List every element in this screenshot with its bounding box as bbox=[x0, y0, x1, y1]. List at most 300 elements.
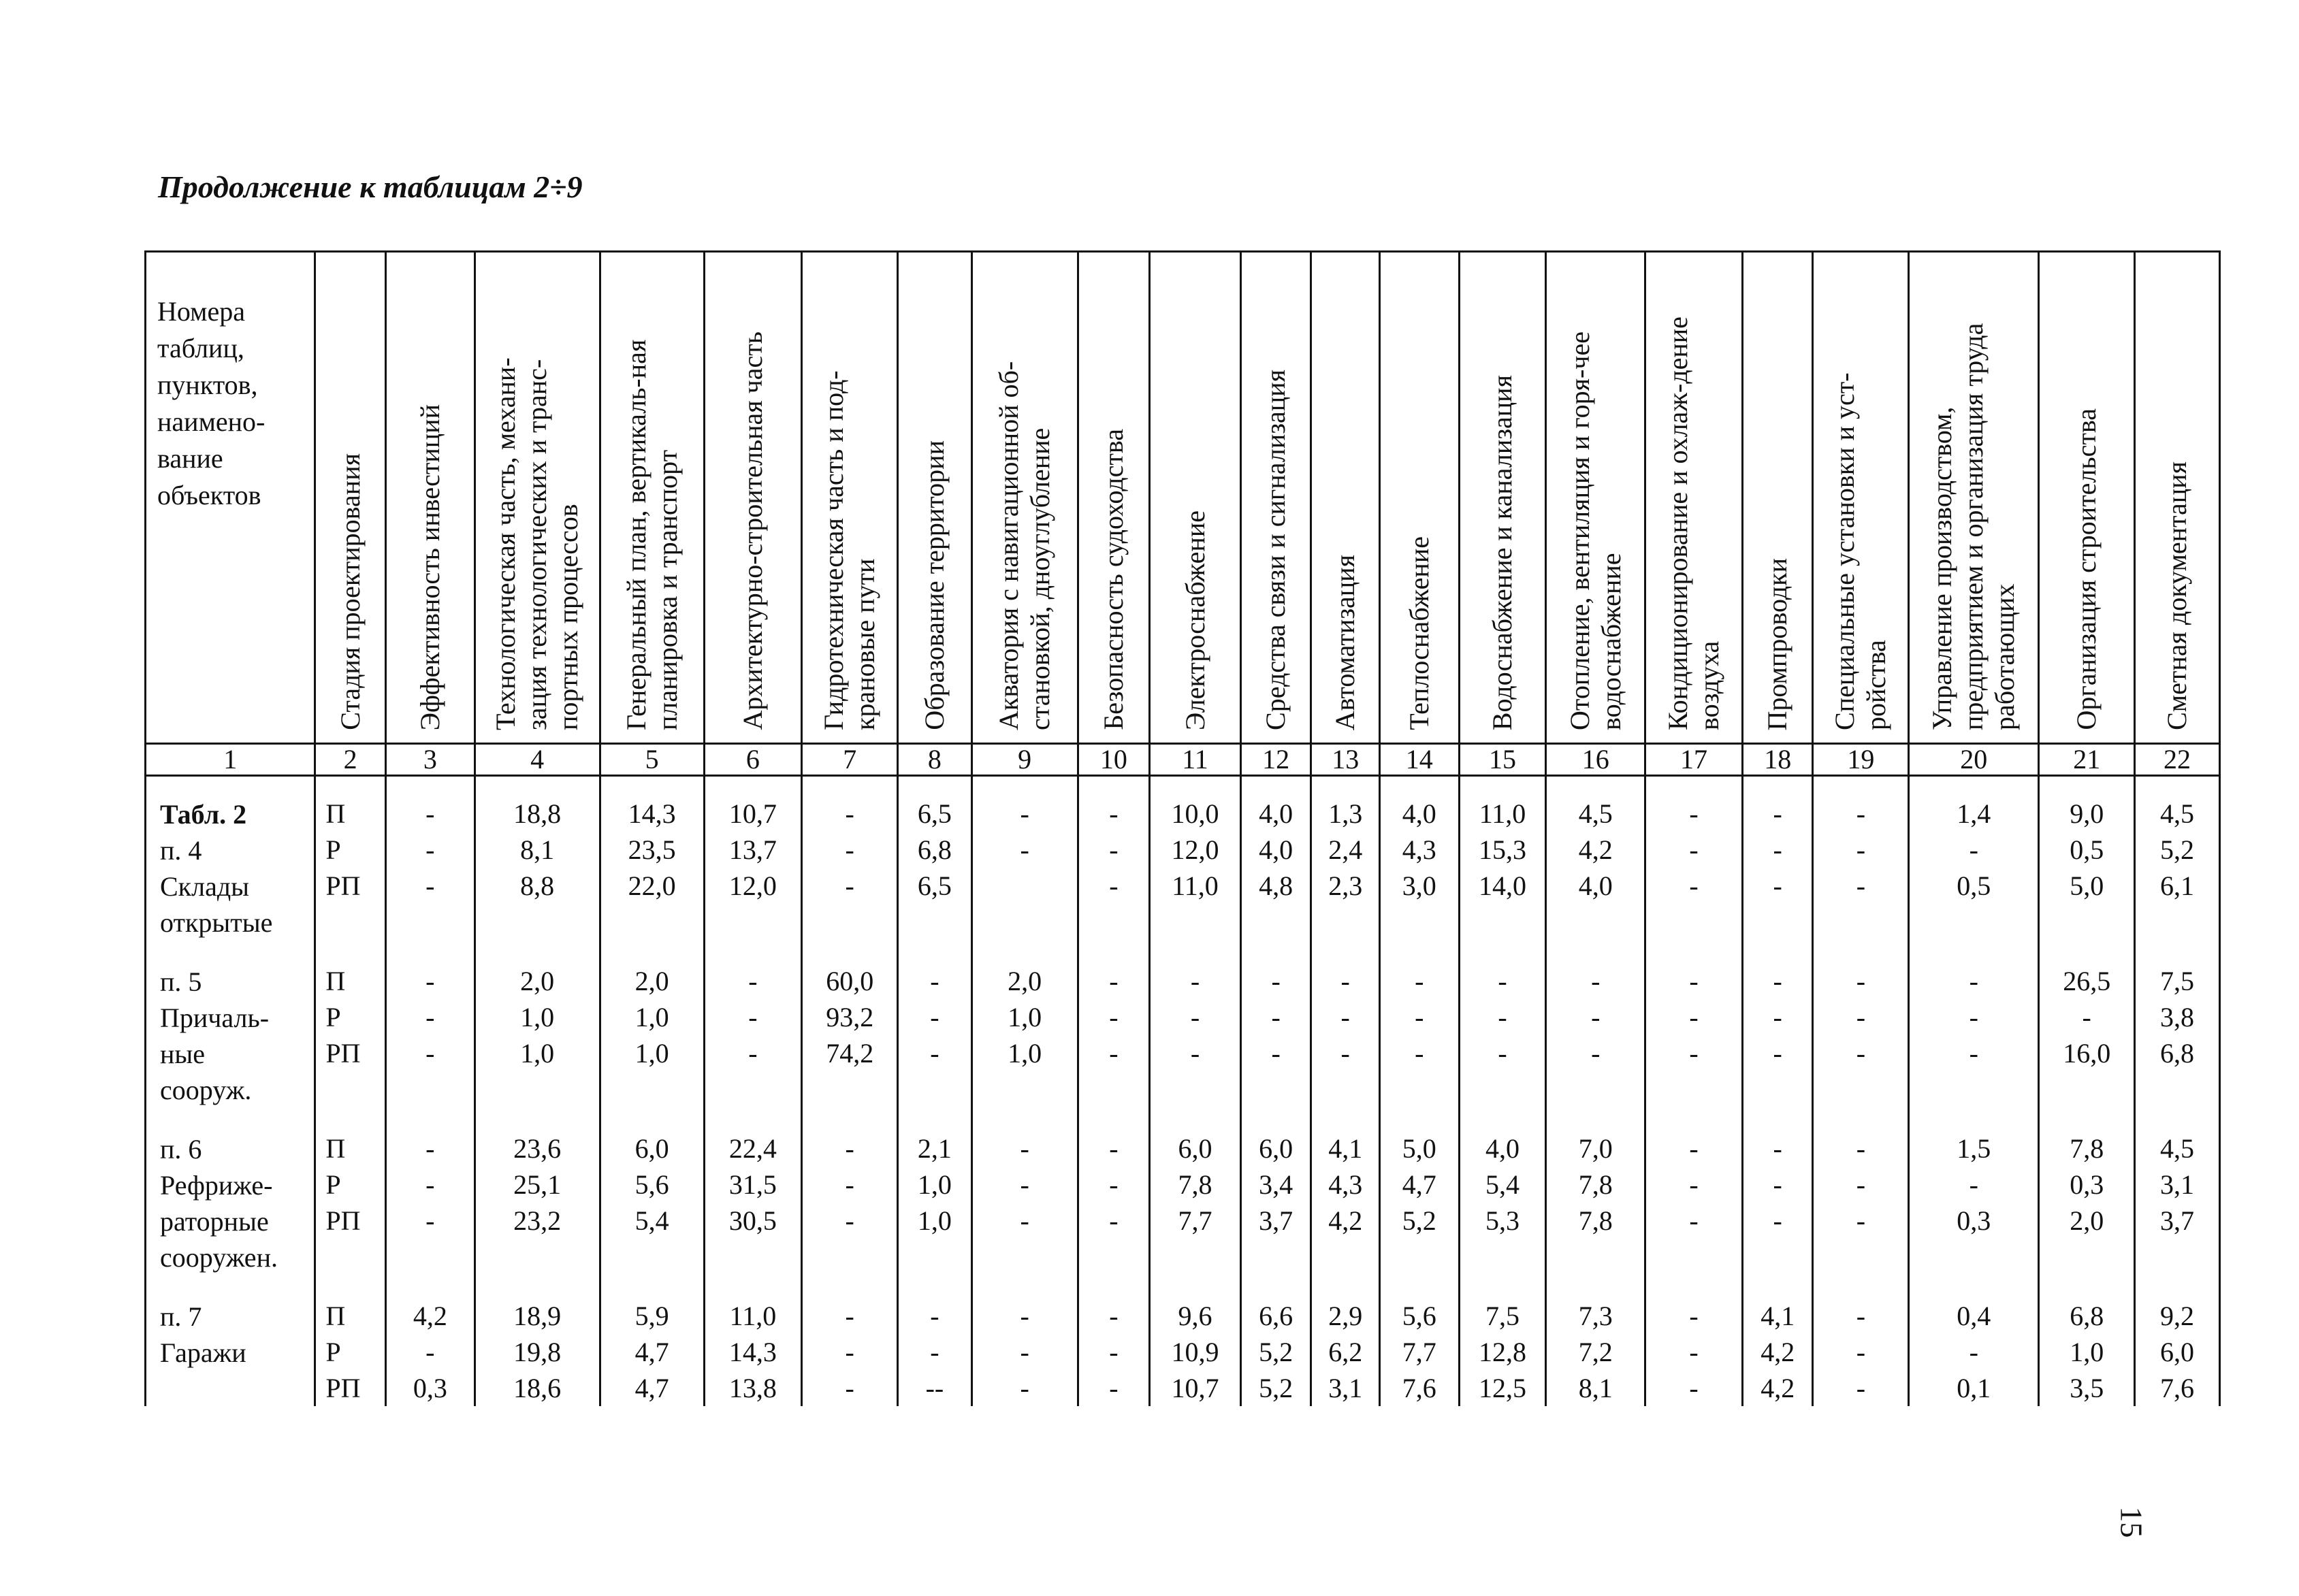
column-number: 12 bbox=[1240, 744, 1311, 776]
value-cell bbox=[600, 1121, 704, 1288]
column-number: 13 bbox=[1311, 744, 1380, 776]
cell-value: 7,8 bbox=[1578, 1205, 1613, 1236]
cell-value: - bbox=[930, 1002, 939, 1032]
cell-value: 1,0 bbox=[917, 1169, 952, 1200]
cell-value: - bbox=[1109, 1205, 1119, 1236]
cell-value: - bbox=[1689, 1133, 1699, 1164]
column-number: 14 bbox=[1379, 744, 1459, 776]
value-cell bbox=[802, 776, 898, 954]
cell-value: - bbox=[1856, 798, 1866, 829]
cell-value: 0,3 bbox=[1957, 1205, 1991, 1236]
column-header-5 bbox=[600, 252, 704, 744]
object-name-line: Причаль- bbox=[160, 1003, 270, 1033]
column-number: 20 bbox=[1909, 744, 2039, 776]
cell-value: - bbox=[748, 1002, 758, 1032]
value-cell bbox=[1909, 1288, 2039, 1406]
column-header-label: Архитектурно-строительная часть bbox=[737, 331, 768, 730]
value-cell bbox=[1742, 954, 1813, 1121]
cell-value: 9,2 bbox=[2160, 1301, 2195, 1331]
cell-value: 9,0 bbox=[2070, 798, 2104, 829]
value-cell bbox=[1311, 1288, 1380, 1406]
column-header-label: Технологическая часть, механи-зация технологических и транс-портных процессов bbox=[490, 357, 584, 730]
value-cell bbox=[1813, 776, 1909, 954]
cell-value: 4,8 bbox=[1259, 870, 1293, 901]
cell-value: 4,2 bbox=[1328, 1205, 1363, 1236]
column-header-14 bbox=[1379, 252, 1459, 744]
object-name-line: Склады bbox=[160, 871, 250, 902]
cell-value: - bbox=[845, 834, 854, 865]
value-cell bbox=[1742, 776, 1813, 954]
column-number: 3 bbox=[385, 744, 475, 776]
column-header-label: Сметная документация bbox=[2161, 461, 2193, 730]
object-name-line: Гаражи bbox=[160, 1337, 246, 1368]
cell-value: 4,7 bbox=[634, 1337, 669, 1367]
value-cell bbox=[475, 776, 600, 954]
value-cell bbox=[2135, 1288, 2220, 1406]
value-cell bbox=[2135, 1121, 2220, 1288]
stage-value: Р bbox=[325, 1169, 341, 1200]
cell-value: 6,0 bbox=[2160, 1337, 2195, 1367]
column-header-7 bbox=[802, 252, 898, 744]
value-cell bbox=[1240, 1121, 1311, 1288]
column-header-19 bbox=[1813, 252, 1909, 744]
object-name-cell bbox=[146, 1288, 315, 1406]
cell-value: 3,8 bbox=[2160, 1002, 2195, 1032]
cell-value: - bbox=[1689, 798, 1699, 829]
cell-value: - bbox=[1415, 1038, 1424, 1069]
cell-value: - bbox=[1773, 1169, 1782, 1200]
cell-value: - bbox=[1969, 1038, 1978, 1069]
cell-value: - bbox=[1856, 1002, 1866, 1032]
column-number: 11 bbox=[1150, 744, 1241, 776]
value-cell bbox=[2039, 776, 2135, 954]
cell-value: - bbox=[1969, 966, 1978, 996]
stage-value: Р bbox=[325, 1337, 341, 1367]
cell-value: 1,4 bbox=[1957, 798, 1991, 829]
cell-value: 5,2 bbox=[1259, 1373, 1293, 1403]
cell-value: - bbox=[1689, 1038, 1699, 1069]
cell-value: 7,7 bbox=[1178, 1205, 1212, 1236]
object-name-line: п. 5 bbox=[160, 966, 202, 997]
cell-value: - bbox=[845, 1169, 854, 1200]
cell-value: - bbox=[1190, 1002, 1200, 1032]
value-cell bbox=[600, 776, 704, 954]
cell-value: - bbox=[1773, 870, 1782, 901]
column-header-label: Образование территории bbox=[918, 440, 950, 730]
column-number: 2 bbox=[315, 744, 386, 776]
column-header-20 bbox=[1909, 252, 2039, 744]
cell-value: - bbox=[1109, 1301, 1119, 1331]
cell-value: - bbox=[425, 1133, 435, 1164]
column-header-label: Кондиционирование и охлаж-дение воздуха bbox=[1662, 316, 1725, 730]
cell-value: 8,8 bbox=[520, 870, 555, 901]
cell-value: 60,0 bbox=[826, 966, 874, 996]
column-header-label: Организация строительства bbox=[2071, 408, 2102, 730]
cell-value: - bbox=[1109, 966, 1119, 996]
stage-value: Р bbox=[325, 834, 341, 865]
cell-value: 5,4 bbox=[634, 1205, 669, 1236]
column-header-10 bbox=[1078, 252, 1150, 744]
cell-value: - bbox=[1969, 834, 1978, 865]
cell-value: - bbox=[1109, 870, 1119, 901]
cell-value: 6,1 bbox=[2160, 870, 2195, 901]
value-cell bbox=[1078, 1288, 1150, 1406]
cell-value: - bbox=[1498, 1038, 1507, 1069]
cell-value: 6,0 bbox=[1259, 1133, 1293, 1164]
value-cell bbox=[971, 1121, 1078, 1288]
table-row bbox=[146, 954, 2220, 1121]
cell-value: 1,0 bbox=[520, 1002, 555, 1032]
cell-value: 0,3 bbox=[2070, 1169, 2104, 1200]
value-cell bbox=[2135, 954, 2220, 1121]
column-number: 17 bbox=[1645, 744, 1743, 776]
cell-value: 3,1 bbox=[1328, 1373, 1363, 1403]
value-cell bbox=[1909, 954, 2039, 1121]
value-cell bbox=[600, 1288, 704, 1406]
cell-value: 4,5 bbox=[1578, 798, 1613, 829]
value-cell bbox=[898, 1288, 972, 1406]
cell-value: 0,4 bbox=[1957, 1301, 1991, 1331]
value-cell bbox=[1546, 1288, 1645, 1406]
value-cell bbox=[1645, 954, 1743, 1121]
cell-value: - bbox=[1856, 834, 1866, 865]
cell-value: - bbox=[1109, 1337, 1119, 1367]
cell-value: 14,0 bbox=[1478, 870, 1526, 901]
cell-value: 6,8 bbox=[917, 834, 952, 865]
cell-value: - bbox=[1190, 966, 1200, 996]
value-cell bbox=[1240, 954, 1311, 1121]
cell-value: - bbox=[1773, 1133, 1782, 1164]
cell-value: 4,3 bbox=[1328, 1169, 1363, 1200]
value-cell bbox=[2039, 1288, 2135, 1406]
cell-value: 26,5 bbox=[2063, 966, 2111, 996]
cell-value: 9,6 bbox=[1178, 1301, 1212, 1331]
cell-value: - bbox=[1498, 966, 1507, 996]
cell-value: 7,0 bbox=[1578, 1133, 1613, 1164]
cell-value: - bbox=[1109, 1169, 1119, 1200]
cell-value: - bbox=[1856, 870, 1866, 901]
column-header-13 bbox=[1311, 252, 1380, 744]
cell-value: - bbox=[1689, 1301, 1699, 1331]
value-cell bbox=[2135, 776, 2220, 954]
value-cell bbox=[971, 776, 1078, 954]
cell-value: 2,0 bbox=[520, 966, 555, 996]
cell-value: 18,6 bbox=[513, 1373, 562, 1403]
cell-value: 4,0 bbox=[1485, 1133, 1520, 1164]
cell-value: 23,6 bbox=[513, 1133, 562, 1164]
stage-value: РП bbox=[325, 870, 361, 901]
cell-value: 1,0 bbox=[634, 1002, 669, 1032]
cell-value: 2,0 bbox=[1008, 966, 1042, 996]
column-header-1 bbox=[146, 252, 315, 744]
value-cell bbox=[971, 954, 1078, 1121]
cell-value: - bbox=[425, 1205, 435, 1236]
cell-value: 0,5 bbox=[2070, 834, 2104, 865]
cell-value: - bbox=[1856, 1373, 1866, 1403]
cell-value: - bbox=[1773, 834, 1782, 865]
value-cell bbox=[898, 1121, 972, 1288]
cell-value: - bbox=[1109, 1133, 1119, 1164]
value-cell bbox=[1645, 1121, 1743, 1288]
value-cell bbox=[385, 954, 475, 1121]
stage-cell bbox=[315, 954, 386, 1121]
value-cell bbox=[802, 1121, 898, 1288]
cell-value: 4,2 bbox=[1761, 1373, 1795, 1403]
value-cell bbox=[600, 954, 704, 1121]
cell-value: - bbox=[930, 1301, 939, 1331]
cell-value: 3,4 bbox=[1259, 1169, 1293, 1200]
cell-value: 3,7 bbox=[2160, 1205, 2195, 1236]
cell-value: 3,5 bbox=[2070, 1373, 2104, 1403]
value-cell bbox=[385, 776, 475, 954]
cell-value: 2,1 bbox=[917, 1133, 952, 1164]
cell-value: 11,0 bbox=[729, 1301, 777, 1331]
cell-value: 23,2 bbox=[513, 1205, 562, 1236]
value-cell bbox=[1240, 1288, 1311, 1406]
value-cell bbox=[704, 776, 802, 954]
column-number: 9 bbox=[971, 744, 1078, 776]
cell-value: 7,7 bbox=[1402, 1337, 1436, 1367]
cell-value: 25,1 bbox=[513, 1169, 562, 1200]
column-header-label: Автоматизация bbox=[1330, 554, 1361, 730]
cell-value: - bbox=[1020, 1337, 1029, 1367]
cell-value: 4,0 bbox=[1259, 798, 1293, 829]
column-header-22 bbox=[2135, 252, 2220, 744]
cell-value: 4,7 bbox=[634, 1373, 669, 1403]
cell-value: 1,3 bbox=[1328, 798, 1363, 829]
cell-value: 3,7 bbox=[1259, 1205, 1293, 1236]
cell-value: 7,3 bbox=[1578, 1301, 1613, 1331]
object-name-line: сооружен. bbox=[160, 1242, 278, 1273]
value-cell bbox=[1813, 1288, 1909, 1406]
table-row bbox=[146, 776, 2220, 954]
cell-value: 7,8 bbox=[2070, 1133, 2104, 1164]
cell-value: 1,0 bbox=[1008, 1002, 1042, 1032]
cell-value: - bbox=[845, 1133, 854, 1164]
cell-value: 12,0 bbox=[1171, 834, 1219, 865]
cell-value: 4,5 bbox=[2160, 1133, 2195, 1164]
cell-value: - bbox=[1109, 1373, 1119, 1403]
cell-value: 14,3 bbox=[728, 1337, 777, 1367]
stage-cell bbox=[315, 1288, 386, 1406]
cell-value: - bbox=[1340, 1002, 1350, 1032]
object-name-line: Табл. 2 bbox=[160, 799, 247, 830]
column-number: 7 bbox=[802, 744, 898, 776]
cell-value: 2,0 bbox=[2070, 1205, 2104, 1236]
value-cell bbox=[1742, 1121, 1813, 1288]
value-cell bbox=[1379, 954, 1459, 1121]
cell-value: 12,8 bbox=[1478, 1337, 1526, 1367]
cell-value: - bbox=[1689, 1169, 1699, 1200]
column-header-3 bbox=[385, 252, 475, 744]
cell-value: - bbox=[930, 1337, 939, 1367]
cell-value: 6,8 bbox=[2070, 1301, 2104, 1331]
object-name-cell bbox=[146, 1121, 315, 1288]
cell-value: - bbox=[425, 834, 435, 865]
cell-value: - bbox=[1109, 1038, 1119, 1069]
value-cell bbox=[802, 1288, 898, 1406]
cell-value: 7,8 bbox=[1178, 1169, 1212, 1200]
cell-value: - bbox=[1856, 1038, 1866, 1069]
object-name-line: п. 4 bbox=[160, 835, 202, 866]
cell-value: 16,0 bbox=[2063, 1038, 2111, 1069]
cell-value: 19,8 bbox=[513, 1337, 562, 1367]
cell-value: 5,2 bbox=[2160, 834, 2195, 865]
cell-value: 22,0 bbox=[628, 870, 676, 901]
cell-value: 1,0 bbox=[1008, 1038, 1042, 1069]
cell-value: - bbox=[1856, 1169, 1866, 1200]
cell-value: - bbox=[1415, 1002, 1424, 1032]
cell-value: 5,6 bbox=[634, 1169, 669, 1200]
cell-value: 7,5 bbox=[1485, 1301, 1520, 1331]
column-header-label: Промпроводки bbox=[1762, 557, 1793, 730]
stage-value: П bbox=[325, 798, 346, 829]
cell-value: 1,0 bbox=[520, 1038, 555, 1069]
column-number: 22 bbox=[2135, 744, 2220, 776]
value-cell bbox=[971, 1288, 1078, 1406]
column-header-9 bbox=[971, 252, 1078, 744]
page-title: Продолжение к таблицам 2÷9 bbox=[158, 169, 583, 204]
stage-cell bbox=[315, 776, 386, 954]
cell-value: 30,5 bbox=[728, 1205, 777, 1236]
cell-value: - bbox=[1020, 1301, 1029, 1331]
value-cell bbox=[1078, 954, 1150, 1121]
column-number: 16 bbox=[1546, 744, 1645, 776]
cell-value: - bbox=[930, 1038, 939, 1069]
cell-value: 6,0 bbox=[1178, 1133, 1212, 1164]
cell-value: 11,0 bbox=[1172, 870, 1219, 901]
cell-value: 7,5 bbox=[2160, 966, 2195, 996]
object-name-line: п. 7 bbox=[160, 1301, 202, 1332]
cell-value: - bbox=[1020, 1169, 1029, 1200]
cell-value: 4,1 bbox=[1328, 1133, 1363, 1164]
value-cell bbox=[704, 1288, 802, 1406]
value-cell bbox=[1546, 776, 1645, 954]
object-name-line: п. 6 bbox=[160, 1134, 202, 1165]
stage-value: П bbox=[325, 1301, 346, 1331]
cell-value: - bbox=[1689, 1337, 1699, 1367]
column-header-21 bbox=[2039, 252, 2135, 744]
column-header-label: Генеральный план, вертикаль-ная планировка и транспорт bbox=[620, 339, 683, 730]
cell-value: 10,7 bbox=[728, 798, 777, 829]
cell-value: 13,7 bbox=[728, 834, 777, 865]
cell-value: - bbox=[1773, 966, 1782, 996]
cell-value: 2,9 bbox=[1328, 1301, 1363, 1331]
cell-value: 8,1 bbox=[520, 834, 555, 865]
value-cell bbox=[1150, 954, 1241, 1121]
cell-value: - bbox=[1773, 1002, 1782, 1032]
cell-value: - bbox=[748, 1038, 758, 1069]
cell-value: 4,0 bbox=[1259, 834, 1293, 865]
object-name-line: Рефриже- bbox=[160, 1170, 273, 1201]
column-header-label: Отопление, вентиляция и горя-чее водоснабжение bbox=[1564, 331, 1626, 730]
cell-value: 15,3 bbox=[1478, 834, 1526, 865]
cell-value: 2,4 bbox=[1328, 834, 1363, 865]
cell-value: - bbox=[1773, 798, 1782, 829]
column-number: 19 bbox=[1813, 744, 1909, 776]
column-number: 21 bbox=[2039, 744, 2135, 776]
value-cell bbox=[1311, 954, 1380, 1121]
column-header-18 bbox=[1742, 252, 1813, 744]
value-cell bbox=[802, 954, 898, 1121]
cell-value: - bbox=[2082, 1002, 2091, 1032]
value-cell bbox=[1459, 1288, 1546, 1406]
cell-value: 4,0 bbox=[1402, 798, 1436, 829]
cell-value: - bbox=[425, 966, 435, 996]
column-header-17 bbox=[1645, 252, 1743, 744]
cell-value: 10,9 bbox=[1171, 1337, 1219, 1367]
value-cell bbox=[1645, 1288, 1743, 1406]
value-cell bbox=[1078, 776, 1150, 954]
column-header-6 bbox=[704, 252, 802, 744]
cell-value: 5,4 bbox=[1485, 1169, 1520, 1200]
object-name-cell bbox=[146, 954, 315, 1121]
value-cell bbox=[704, 954, 802, 1121]
cell-value: - bbox=[1020, 1133, 1029, 1164]
column-number: 6 bbox=[704, 744, 802, 776]
cell-value: - bbox=[425, 1002, 435, 1032]
column-header-15 bbox=[1459, 252, 1546, 744]
column-header-4 bbox=[475, 252, 600, 744]
value-cell bbox=[2039, 1121, 2135, 1288]
value-cell bbox=[1459, 954, 1546, 1121]
column-header-2 bbox=[315, 252, 386, 744]
cell-value: - bbox=[845, 1205, 854, 1236]
cell-value: - bbox=[1020, 834, 1029, 865]
column-header-label: Средства связи и сигнализация bbox=[1260, 370, 1291, 730]
object-name-line: раторные bbox=[160, 1206, 269, 1237]
column-number: 10 bbox=[1078, 744, 1150, 776]
cell-value: 10,0 bbox=[1171, 798, 1219, 829]
cell-value: 5,0 bbox=[1402, 1133, 1436, 1164]
object-name-cell bbox=[146, 776, 315, 954]
cell-value: - bbox=[425, 1337, 435, 1367]
column-header-label: Управление производством, предприятием и организация труда работающих bbox=[1927, 323, 2021, 730]
cell-value: 4,2 bbox=[413, 1301, 447, 1331]
value-cell bbox=[1909, 776, 2039, 954]
value-cell bbox=[1379, 776, 1459, 954]
header-row bbox=[146, 252, 2220, 744]
cell-value: - bbox=[1020, 1373, 1029, 1403]
cell-value: - bbox=[845, 1373, 854, 1403]
cell-value: 3,1 bbox=[2160, 1169, 2195, 1200]
cell-value: 4,7 bbox=[1402, 1169, 1436, 1200]
cell-value: - bbox=[1498, 1002, 1507, 1032]
cell-value bbox=[973, 868, 1077, 904]
column-number: 5 bbox=[600, 744, 704, 776]
cell-value: 22,4 bbox=[728, 1133, 777, 1164]
cell-value: 0,3 bbox=[413, 1373, 447, 1403]
cell-value: - bbox=[1109, 834, 1119, 865]
cell-value: - bbox=[1271, 966, 1281, 996]
cell-value: - bbox=[425, 1038, 435, 1069]
value-cell bbox=[1909, 1121, 2039, 1288]
cell-value: - bbox=[845, 870, 854, 901]
value-cell bbox=[1240, 776, 1311, 954]
cell-value: - bbox=[1271, 1038, 1281, 1069]
value-cell bbox=[1546, 1121, 1645, 1288]
cell-value: 1,0 bbox=[917, 1205, 952, 1236]
column-number: 4 bbox=[475, 744, 600, 776]
cell-value: - bbox=[1689, 966, 1699, 996]
value-cell bbox=[898, 954, 972, 1121]
column-number: 1 bbox=[146, 744, 315, 776]
column-header-label: Теплоснабжение bbox=[1403, 536, 1434, 730]
stage-value: РП bbox=[325, 1205, 361, 1236]
cell-value: 5,3 bbox=[1485, 1205, 1520, 1236]
column-number: 18 bbox=[1742, 744, 1813, 776]
stage-value: П bbox=[325, 966, 346, 996]
